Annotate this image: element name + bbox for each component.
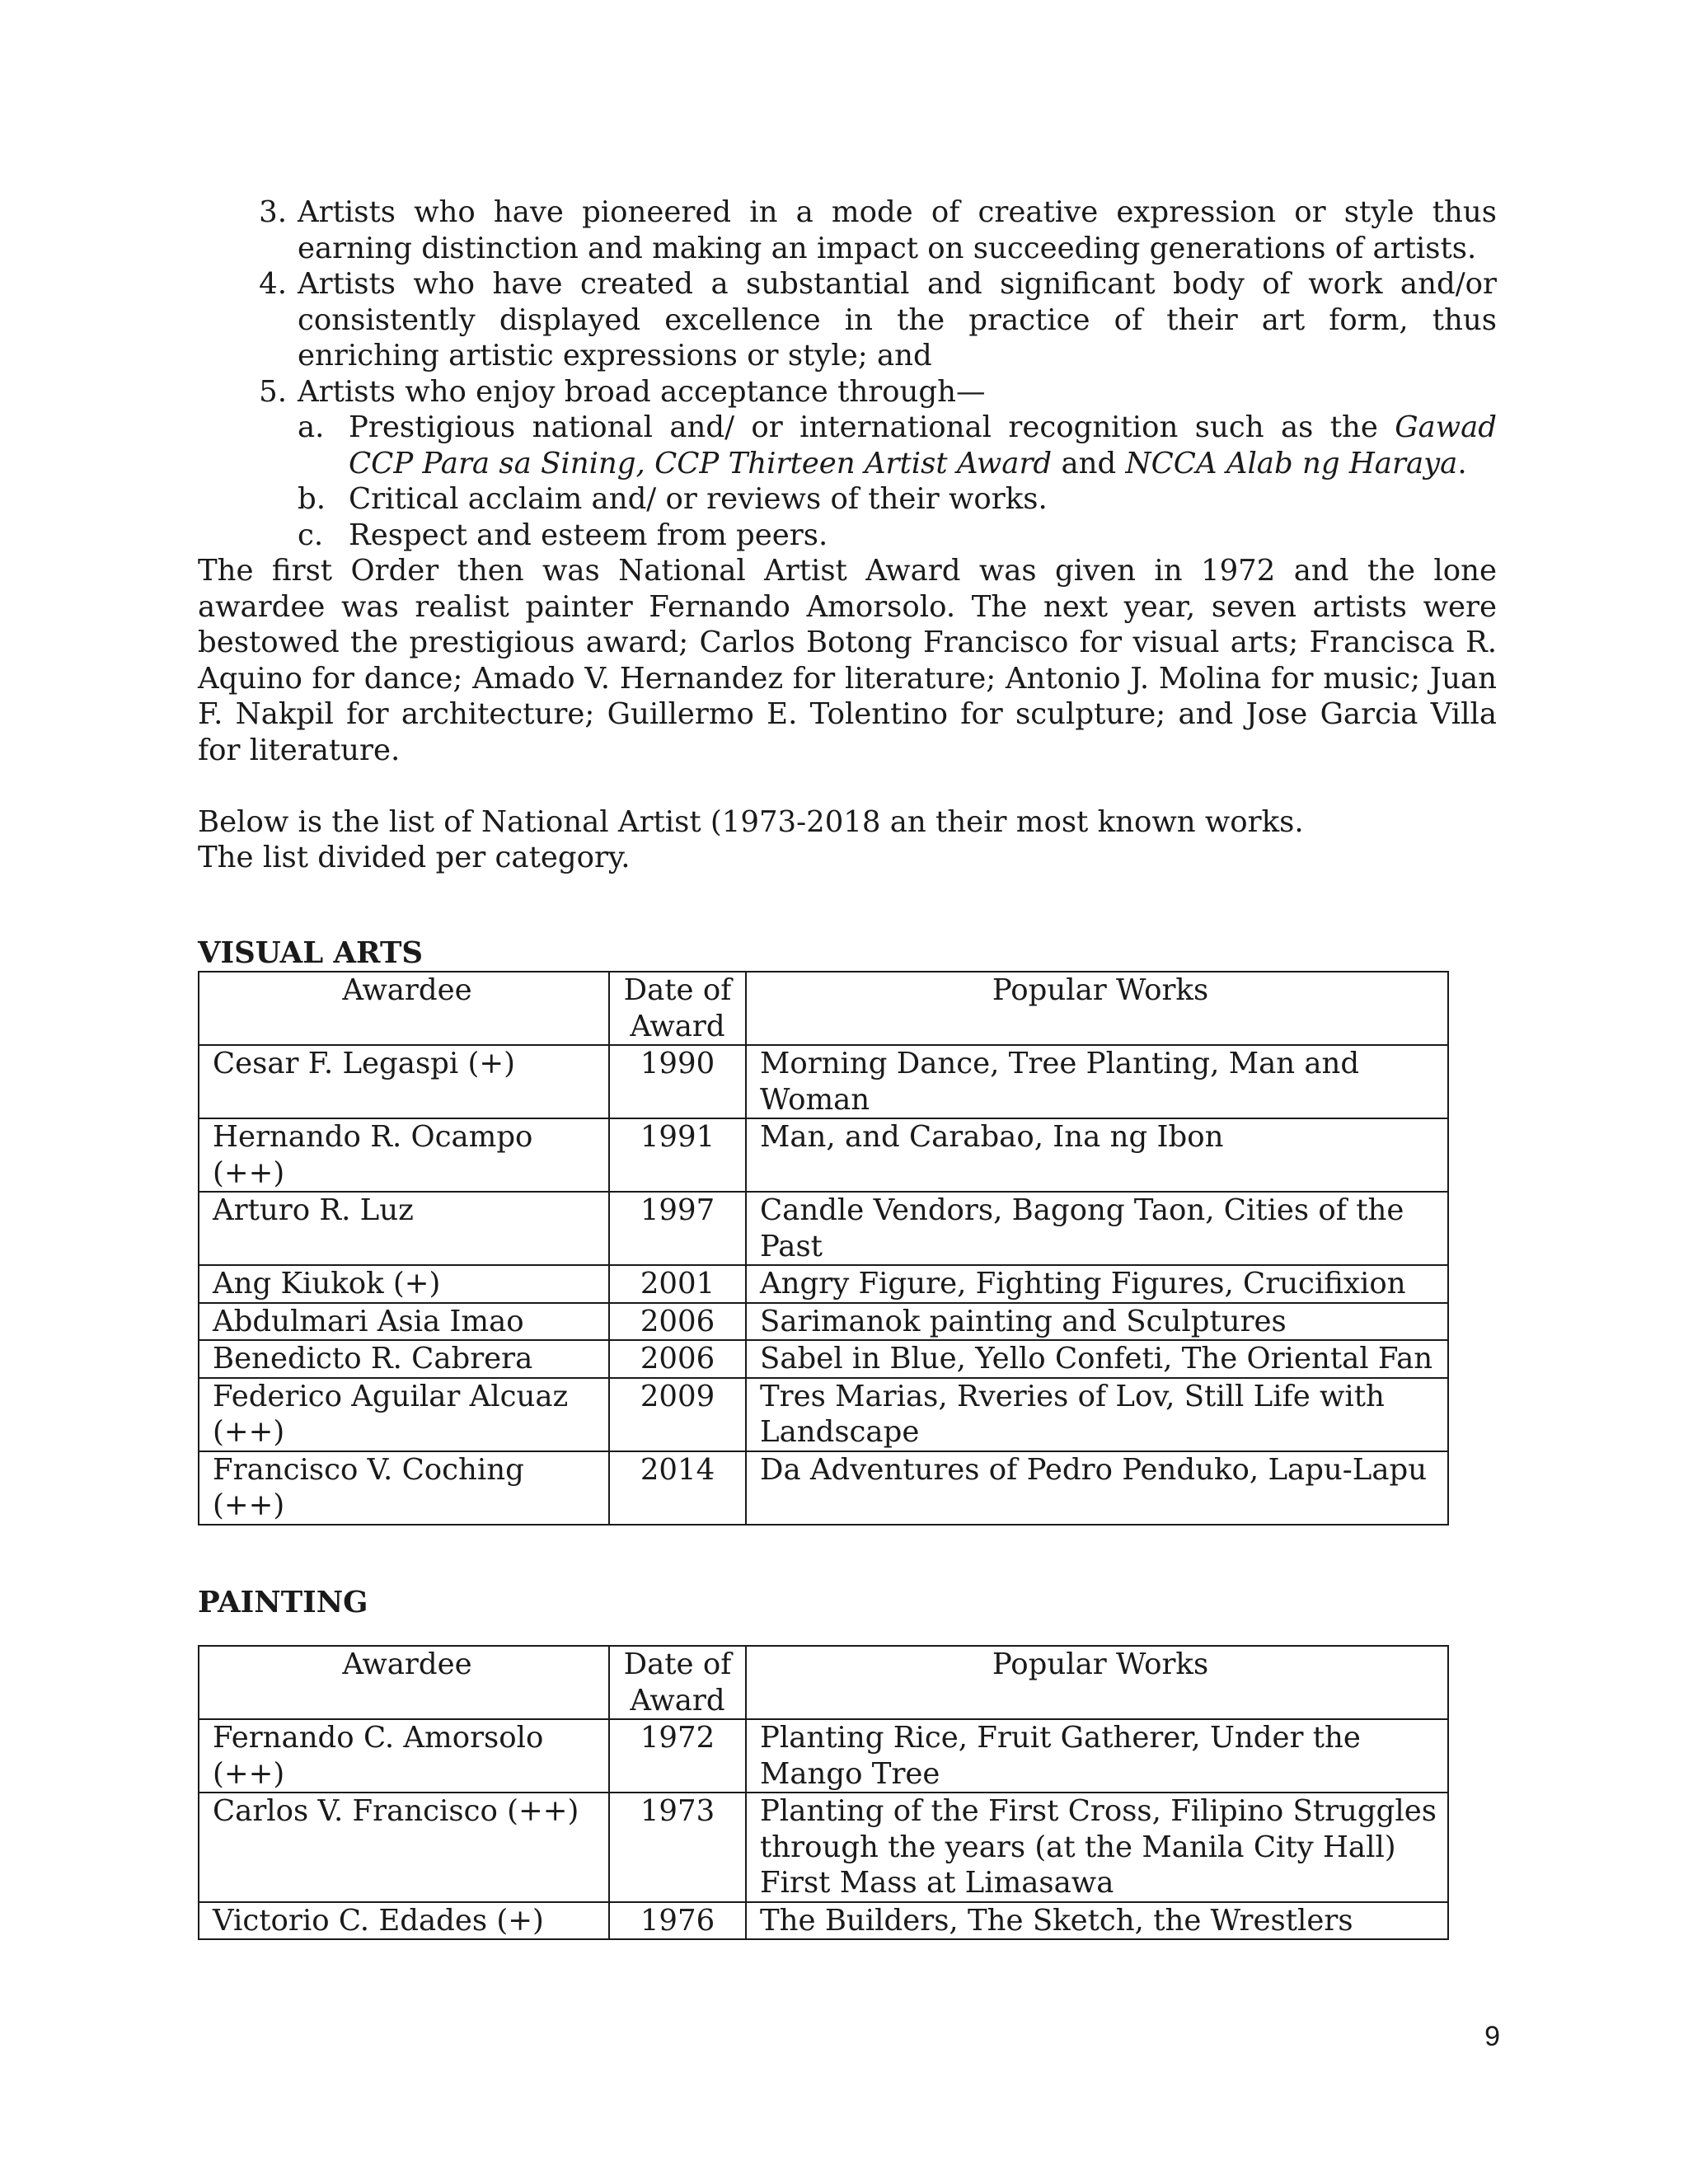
year-cell: 1972 [609, 1719, 746, 1793]
table-row [199, 1192, 1448, 1265]
criteria-list [198, 194, 1497, 553]
header-date: Date of Award [609, 1646, 746, 1719]
table-row [199, 1303, 1448, 1341]
sub-criteria-letter: a. [298, 410, 325, 444]
sub-criteria-item [298, 410, 1497, 481]
criteria-item [198, 266, 1497, 374]
sub-criteria-item [298, 518, 1497, 554]
sub-criteria-list [298, 410, 1497, 553]
table-row [199, 1265, 1448, 1303]
awardee-cell: Cesar F. Legaspi (+) [199, 1045, 609, 1118]
criteria-item [198, 194, 1497, 266]
awardee-cell: Hernando R. Ocampo (++) [199, 1118, 609, 1192]
awardee-cell: Francisco V. Coching (++) [199, 1451, 609, 1525]
award-names-italic: Gawad CCP Para sa Sining, CCP Thirteen Artist Award [349, 410, 1497, 480]
sub-criteria-item [298, 481, 1497, 518]
sub-criteria-text: Prestigious national and/ or international recognition such as the Gawad CCP Para sa Sining, CCP Thirteen Artist Award and NCCA Alab ng Haraya. [349, 410, 1497, 480]
year-cell: 2006 [609, 1303, 746, 1341]
criteria-number: 4. [259, 267, 287, 301]
table-row [199, 1793, 1448, 1902]
table-header-row [199, 1646, 1448, 1719]
works-cell: Man, and Carabao, Ina ng Ibon [746, 1118, 1448, 1192]
sub-criteria-text: Critical acclaim and/ or reviews of their works. [349, 482, 1048, 516]
works-cell: Candle Vendors, Bagong Taon, Cities of the Past [746, 1192, 1448, 1265]
criteria-item [198, 374, 1497, 554]
header-date: Date of Award [609, 972, 746, 1045]
history-paragraph: The first Order then was National Artist Award was given in 1972 and the lone awardee was realist painter Fernando Amorsolo. The next year, seven artists were bestowed the prestigious award; Carlos Botong Francisco for visual arts; Francisca R. Aquino for dance; Amado V. Hernandez for literature; Antonio J. Molina for music; Juan F. Nakpil for architecture; Guillermo E. Tolentino for sculpture; and Jose Garcia Villa for literature. [198, 554, 1497, 767]
works-cell: Planting of the First Cross, Filipino Struggles through the years (at the Manila City Hall) First Mass at Limasawa [746, 1793, 1448, 1902]
sub-criteria-letter: c. [298, 518, 324, 552]
criteria-text: Artists who have created a substantial and significant body of work and/or consistently displayed excellence in the practice of their art form, thus enriching artistic expressions or style; and [298, 267, 1497, 373]
awardee-cell: Victorio C. Edades (+) [199, 1902, 609, 1940]
visual-arts-table [198, 971, 1449, 1526]
works-cell: Planting Rice, Fruit Gatherer, Under the Mango Tree [746, 1719, 1448, 1793]
criteria-number: 3. [259, 195, 287, 229]
header-works: Popular Works [746, 1646, 1448, 1719]
year-cell: 2006 [609, 1340, 746, 1378]
table-row [199, 1719, 1448, 1793]
criteria-number: 5. [259, 374, 287, 409]
works-cell: Da Adventures of Pedro Penduko, Lapu-Lapu [746, 1451, 1448, 1525]
works-cell: Tres Marias, Rveries of Lov, Still Life with Landscape [746, 1378, 1448, 1451]
year-cell: 2001 [609, 1265, 746, 1303]
page-number: 9 [1484, 2021, 1500, 2052]
list-intro-line: The list divided per category. [198, 841, 631, 874]
table-row [199, 1118, 1448, 1192]
year-cell: 1973 [609, 1793, 746, 1902]
awardee-cell: Abdulmari Asia Imao [199, 1303, 609, 1341]
year-cell: 1991 [609, 1118, 746, 1192]
header-awardee: Awardee [199, 972, 609, 1045]
award-name-italic: NCCA Alab ng Haraya [1125, 446, 1458, 480]
table-row [199, 1378, 1448, 1451]
works-cell: Morning Dance, Tree Planting, Man and Woman [746, 1045, 1448, 1118]
awardee-cell: Ang Kiukok (+) [199, 1265, 609, 1303]
awardee-cell: Federico Aguilar Alcuaz (++) [199, 1378, 609, 1451]
year-cell: 1976 [609, 1902, 746, 1940]
table-row [199, 1902, 1448, 1940]
sub-criteria-text: Respect and esteem from peers. [349, 518, 828, 552]
table-row [199, 1451, 1448, 1525]
awardee-cell: Fernando C. Amorsolo (++) [199, 1719, 609, 1793]
list-intro-line: Below is the list of National Artist (1973-2018 an their most known works. [198, 804, 1304, 839]
painting-table [198, 1645, 1449, 1940]
year-cell: 2009 [609, 1378, 746, 1451]
awardee-cell: Carlos V. Francisco (++) [199, 1793, 609, 1902]
works-cell: The Builders, The Sketch, the Wrestlers [746, 1902, 1448, 1940]
table-row [199, 1340, 1448, 1378]
criteria-text: Artists who enjoy broad acceptance through— [298, 374, 986, 409]
year-cell: 1990 [609, 1045, 746, 1118]
year-cell: 1997 [609, 1192, 746, 1265]
works-cell: Sabel in Blue, Yello Confeti, The Oriental Fan [746, 1340, 1448, 1378]
sub-criteria-letter: b. [298, 482, 326, 516]
painting-heading: PAINTING [198, 1585, 368, 1619]
document-page [198, 194, 1497, 1940]
awardee-cell: Arturo R. Luz [199, 1192, 609, 1265]
table-row [199, 1045, 1448, 1118]
awardee-cell: Benedicto R. Cabrera [199, 1340, 609, 1378]
header-works: Popular Works [746, 972, 1448, 1045]
works-cell: Sarimanok painting and Sculptures [746, 1303, 1448, 1341]
table-header-row [199, 972, 1448, 1045]
works-cell: Angry Figure, Fighting Figures, Crucifixion [746, 1265, 1448, 1303]
year-cell: 2014 [609, 1451, 746, 1525]
header-awardee: Awardee [199, 1646, 609, 1719]
criteria-text: Artists who have pioneered in a mode of creative expression or style thus earning distinction and making an impact on succeeding generations of artists. [298, 195, 1497, 265]
visual-arts-heading: VISUAL ARTS [198, 935, 423, 970]
